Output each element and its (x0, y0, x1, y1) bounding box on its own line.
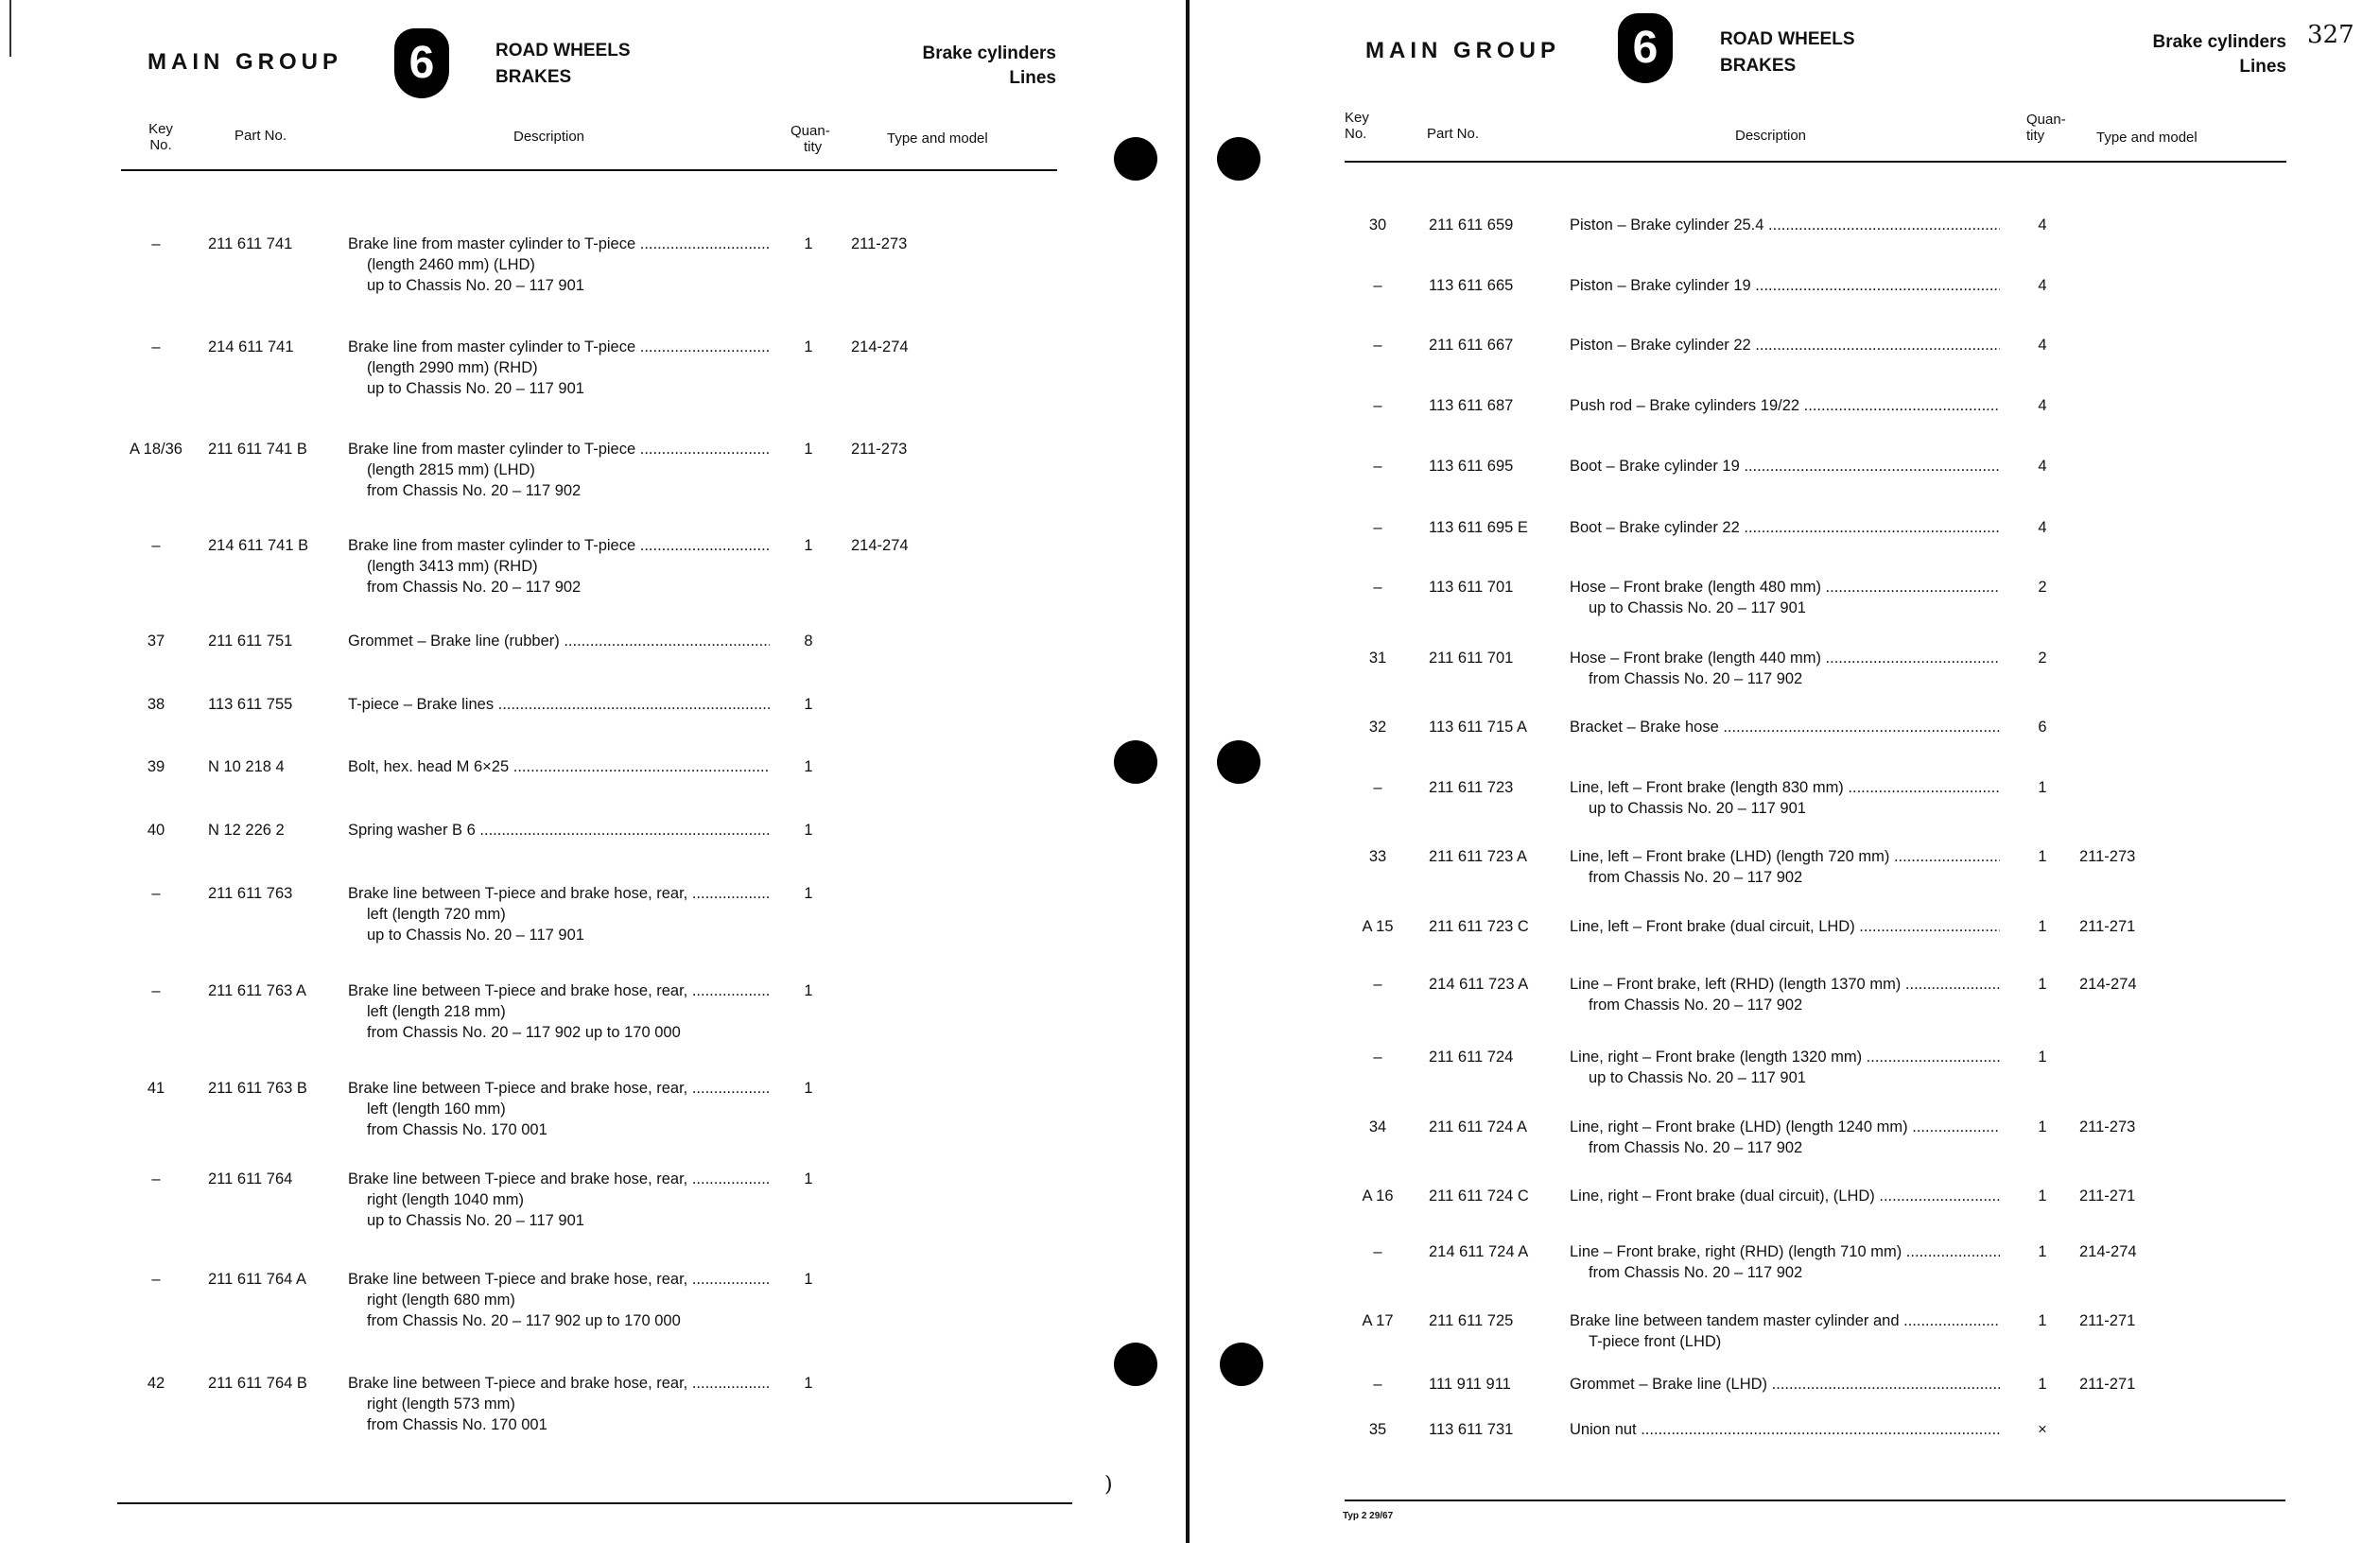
row-key-number: – (151, 982, 161, 999)
description-line: from Chassis No. 20 – 117 902 (1589, 670, 1803, 687)
description-line: Brake line from master cylinder to T-piece ..... (348, 337, 770, 357)
row-description (1570, 1241, 2000, 1283)
row-key-number: 38 (147, 696, 165, 713)
row-type-model: 211-271 (2079, 1312, 2136, 1329)
row-quantity: 4 (2038, 277, 2047, 294)
row-part-number: 214 611 723 A (1429, 976, 1529, 993)
row-description (1570, 1047, 2000, 1088)
category-line-2: BRAKES (495, 67, 572, 87)
row-quantity: 1 (2038, 779, 2047, 796)
description-line: up to Chassis No. 20 – 117 901 (1589, 800, 1806, 817)
row-description (1570, 717, 2000, 737)
row-quantity: 6 (2038, 719, 2047, 736)
description-line: Brake line between T-piece and brake hose, rear, ..... (348, 980, 770, 1001)
row-quantity: 1 (2038, 1243, 2047, 1260)
description-line: left (length 218 mm) (367, 1003, 506, 1020)
right-page (1193, 0, 2380, 1543)
row-description (348, 631, 770, 651)
description-line: from Chassis No. 170 001 (367, 1121, 547, 1138)
row-key-number: – (151, 1170, 161, 1188)
page-gutter (1186, 0, 1190, 1543)
row-quantity: 1 (2038, 976, 2047, 993)
row-part-number: 211 611 763 (208, 885, 293, 902)
row-part-number: 211 611 764 (208, 1170, 293, 1188)
row-quantity: 1 (2038, 918, 2047, 935)
row-quantity: 1 (804, 822, 813, 839)
row-description (348, 1373, 770, 1435)
footer-rule (117, 1502, 1072, 1504)
row-part-number: N 10 218 4 (208, 758, 285, 775)
row-description (348, 337, 770, 399)
row-key-number: 37 (147, 633, 165, 650)
description-line: Union nut ..... (1570, 1419, 2000, 1440)
page-number: 327 (2307, 21, 2354, 49)
description-line: up to Chassis No. 20 – 117 901 (1589, 599, 1806, 616)
row-part-number: 113 611 755 (208, 696, 293, 713)
description-line: Boot – Brake cylinder 19 ..... (1570, 456, 2000, 477)
description-line: up to Chassis No. 20 – 117 901 (367, 927, 584, 944)
row-type-model: 214-274 (2079, 976, 2137, 993)
row-quantity: 1 (2038, 1118, 2047, 1136)
description-line: Brake line from master cylinder to T-piece ..... (348, 535, 770, 556)
section-subtitle (832, 42, 1056, 91)
col-key: Key No. (1345, 110, 1369, 142)
row-description (1570, 648, 2000, 689)
row-quantity: 1 (804, 338, 813, 355)
category-line-1: ROAD WHEELS (1720, 29, 1855, 49)
left-page (0, 0, 1187, 1543)
row-quantity: 1 (2038, 1188, 2047, 1205)
description-line: (length 2460 mm) (LHD) (367, 256, 535, 273)
row-description (348, 1169, 770, 1231)
description-line: up to Chassis No. 20 – 117 901 (1589, 1069, 1806, 1086)
description-line: from Chassis No. 20 – 117 902 (1589, 1264, 1803, 1281)
row-part-number: 113 611 731 (1429, 1421, 1514, 1438)
row-description (1570, 1117, 2000, 1158)
description-line: up to Chassis No. 20 – 117 901 (367, 277, 584, 294)
row-type-model: 211-273 (851, 235, 908, 252)
category-line-2: BRAKES (1720, 56, 1797, 76)
row-type-model: 211-271 (2079, 1188, 2136, 1205)
row-key-number: A 18/36 (130, 441, 182, 458)
row-type-model: 214-274 (851, 537, 909, 554)
col-description: Description (1735, 128, 1807, 144)
category-title (1720, 26, 1855, 79)
row-key-number: – (1373, 458, 1382, 475)
row-key-number: – (1373, 976, 1382, 993)
row-type-model: 211-273 (2079, 1118, 2136, 1136)
row-key-number: – (151, 338, 161, 355)
row-quantity: 1 (804, 1080, 813, 1097)
description-line: Hose – Front brake (length 440 mm) ..... (1570, 648, 2000, 668)
main-group-title: MAIN GROUP (1365, 38, 1560, 63)
row-quantity: × (2038, 1421, 2047, 1438)
row-description (1570, 395, 2000, 416)
row-description (348, 535, 770, 598)
row-part-number: 211 611 764 A (208, 1271, 306, 1288)
description-line: left (length 160 mm) (367, 1101, 506, 1118)
section-subtitle (2139, 30, 2286, 79)
row-quantity: 1 (804, 1375, 813, 1392)
row-description (1570, 1419, 2000, 1440)
col-part: Part No. (1427, 126, 1480, 142)
row-description (1570, 974, 2000, 1015)
description-line: from Chassis No. 170 001 (367, 1416, 547, 1433)
row-part-number: 211 611 724 (1429, 1049, 1514, 1066)
description-line: up to Chassis No. 20 – 117 901 (367, 380, 584, 397)
description-line: Line, right – Front brake (length 1320 mm) ..... (1570, 1047, 2000, 1067)
col-quantity: Quan- tity (2026, 112, 2066, 144)
row-key-number: – (1373, 519, 1382, 536)
description-line: right (length 1040 mm) (367, 1191, 524, 1208)
row-key-number: – (151, 1271, 161, 1288)
row-part-number: 211 611 741 B (208, 441, 307, 458)
row-description (348, 820, 770, 841)
row-quantity: 4 (2038, 337, 2047, 354)
row-description (1570, 1374, 2000, 1395)
description-line: right (length 680 mm) (367, 1292, 515, 1309)
row-part-number: 113 611 687 (1429, 397, 1514, 414)
row-description (1570, 275, 2000, 296)
row-key-number: A 15 (1362, 918, 1394, 935)
row-description (1570, 1186, 2000, 1206)
description-line: from Chassis No. 20 – 117 902 (1589, 997, 1803, 1014)
row-key-number: 41 (147, 1080, 165, 1097)
row-key-number: 34 (1368, 1118, 1387, 1136)
description-line: Brake line between T-piece and brake hose, rear, ..... (348, 1078, 770, 1099)
row-quantity: 4 (2038, 397, 2047, 414)
description-line: Bolt, hex. head M 6×25 ..... (348, 756, 770, 777)
col-type: Type and model (2096, 130, 2198, 146)
row-description (1570, 456, 2000, 477)
description-line: Line – Front brake, right (RHD) (length 710 mm) ..... (1570, 1241, 2000, 1262)
row-description (348, 694, 770, 715)
row-type-model: 214-274 (851, 338, 909, 355)
group-number-badge: 6 (1618, 13, 1673, 83)
row-key-number: – (1373, 1049, 1382, 1066)
col-part: Part No. (235, 128, 287, 144)
row-key-number: – (151, 537, 161, 554)
description-line: Brake line between tandem master cylinder and ..... (1570, 1310, 2000, 1331)
row-quantity: 1 (804, 441, 813, 458)
row-part-number: 211 611 723 A (1429, 848, 1527, 865)
row-part-number: 113 611 665 (1429, 277, 1514, 294)
row-quantity: 4 (2038, 519, 2047, 536)
row-description (1570, 1310, 2000, 1352)
row-quantity: 4 (2038, 217, 2047, 234)
row-quantity: 2 (2038, 579, 2047, 596)
row-type-model: 211-271 (2079, 1376, 2136, 1393)
row-part-number: 113 611 695 (1429, 458, 1514, 475)
row-part-number: 211 611 723 (1429, 779, 1514, 796)
row-key-number: – (1373, 1376, 1382, 1393)
group-number-badge: 6 (394, 28, 449, 98)
row-description (348, 883, 770, 945)
registration-mark (9, 0, 11, 57)
row-description (348, 756, 770, 777)
col-description: Description (513, 129, 585, 145)
row-key-number: 39 (147, 758, 165, 775)
description-line: Brake line between T-piece and brake hose, rear, ..... (348, 1373, 770, 1394)
description-line: Spring washer B 6 ..... (348, 820, 770, 841)
row-key-number: 30 (1368, 217, 1387, 234)
row-type-model: 211-273 (2079, 848, 2136, 865)
row-type-model: 211-273 (851, 441, 908, 458)
row-part-number: 211 611 724 C (1429, 1188, 1529, 1205)
description-line: Brake line between T-piece and brake hose, rear, ..... (348, 883, 770, 904)
col-quantity: Quan- tity (790, 123, 830, 155)
description-line: (length 2815 mm) (LHD) (367, 461, 535, 478)
punch-hole (1114, 137, 1157, 181)
punch-hole (1220, 1343, 1263, 1386)
row-quantity: 1 (2038, 1376, 2047, 1393)
punch-hole (1217, 740, 1260, 784)
row-key-number: 42 (147, 1375, 165, 1392)
row-description (1570, 517, 2000, 538)
row-key-number: – (1373, 397, 1382, 414)
description-line: up to Chassis No. 20 – 117 901 (367, 1212, 584, 1229)
row-description (1570, 846, 2000, 888)
row-part-number: 113 611 701 (1429, 579, 1514, 596)
row-key-number: 32 (1368, 719, 1387, 736)
row-description (348, 234, 770, 296)
row-quantity: 1 (804, 885, 813, 902)
row-part-number: 113 611 695 E (1429, 519, 1528, 536)
row-key-number: – (151, 235, 161, 252)
row-quantity: 1 (804, 1271, 813, 1288)
row-description (1570, 777, 2000, 819)
row-description (348, 1078, 770, 1140)
row-part-number: 211 611 751 (208, 633, 293, 650)
row-type-model: 211-271 (2079, 918, 2136, 935)
row-part-number: 113 611 715 A (1429, 719, 1527, 736)
row-part-number: 214 611 741 B (208, 537, 309, 554)
description-line: Line, right – Front brake (dual circuit), (LHD) ..... (1570, 1186, 2000, 1206)
row-part-number: 214 611 724 A (1429, 1243, 1529, 1260)
row-part-number: 211 611 723 C (1429, 918, 1529, 935)
subtitle-line-2: Lines (1009, 68, 1056, 88)
row-description (1570, 335, 2000, 355)
description-line: from Chassis No. 20 – 117 902 (367, 579, 582, 596)
row-key-number: 35 (1368, 1421, 1387, 1438)
description-line: Piston – Brake cylinder 22 ..... (1570, 335, 2000, 355)
row-part-number: 211 611 701 (1429, 650, 1514, 667)
row-part-number: 211 611 763 B (208, 1080, 307, 1097)
row-key-number: A 17 (1362, 1312, 1394, 1329)
category-title (495, 38, 631, 91)
row-description (348, 980, 770, 1043)
subtitle-line-2: Lines (2239, 57, 2286, 77)
category-line-1: ROAD WHEELS (495, 41, 631, 61)
row-description (1570, 916, 2000, 937)
description-line: Line, left – Front brake (dual circuit, LHD) ..... (1570, 916, 2000, 937)
row-description (1570, 215, 2000, 235)
row-part-number: N 12 226 2 (208, 822, 285, 839)
row-part-number: 211 611 725 (1429, 1312, 1514, 1329)
row-quantity: 1 (804, 1170, 813, 1188)
header-rule (121, 169, 1057, 171)
footer-rule (1345, 1500, 2285, 1501)
description-line: T-piece – Brake lines ..... (348, 694, 770, 715)
description-line: Brake line from master cylinder to T-piece ..... (348, 439, 770, 459)
row-quantity: 1 (2038, 848, 2047, 865)
description-line: Line, right – Front brake (LHD) (length 1240 mm) ..... (1570, 1117, 2000, 1137)
description-line: Boot – Brake cylinder 22 ..... (1570, 517, 2000, 538)
description-line: from Chassis No. 20 – 117 902 (1589, 869, 1803, 886)
row-description (1570, 577, 2000, 618)
punch-hole (1114, 740, 1157, 784)
header-rule (1345, 161, 2286, 163)
row-key-number: – (1373, 277, 1382, 294)
description-line: from Chassis No. 20 – 117 902 up to 170 000 (367, 1312, 681, 1329)
row-quantity: 1 (804, 696, 813, 713)
row-quantity: 4 (2038, 458, 2047, 475)
subtitle-line-1: Brake cylinders (2152, 32, 2286, 52)
description-line: Brake line between T-piece and brake hose, rear, ..... (348, 1269, 770, 1290)
footer-code: Typ 2 29/67 (1343, 1511, 1394, 1521)
description-line: Push rod – Brake cylinders 19/22 ..... (1570, 395, 2000, 416)
row-key-number: – (1373, 779, 1382, 796)
row-part-number: 214 611 741 (208, 338, 294, 355)
row-part-number: 211 611 764 B (208, 1375, 307, 1392)
row-key-number: 31 (1368, 650, 1387, 667)
description-line: Grommet – Brake line (LHD) ..... (1570, 1374, 2000, 1395)
margin-mark: ) (1104, 1473, 1113, 1497)
row-key-number: 40 (147, 822, 165, 839)
description-line: (length 3413 mm) (RHD) (367, 558, 538, 575)
col-key: Key No. (148, 121, 173, 153)
row-part-number: 211 611 724 A (1429, 1118, 1527, 1136)
row-key-number: – (1373, 1243, 1382, 1260)
row-part-number: 111 911 911 (1429, 1376, 1511, 1393)
description-line: Line – Front brake, left (RHD) (length 1370 mm) ..... (1570, 974, 2000, 995)
row-quantity: 1 (804, 758, 813, 775)
row-key-number: – (1373, 337, 1382, 354)
description-line: (length 2990 mm) (RHD) (367, 359, 538, 376)
row-quantity: 8 (804, 633, 813, 650)
row-part-number: 211 611 667 (1429, 337, 1514, 354)
row-quantity: 2 (2038, 650, 2047, 667)
row-part-number: 211 611 763 A (208, 982, 306, 999)
row-description (348, 439, 770, 501)
description-line: Grommet – Brake line (rubber) ..... (348, 631, 770, 651)
description-line: Brake line from master cylinder to T-piece ..... (348, 234, 770, 254)
row-quantity: 1 (804, 235, 813, 252)
description-line: from Chassis No. 20 – 117 902 (367, 482, 582, 499)
punch-hole (1114, 1343, 1157, 1386)
row-quantity: 1 (804, 537, 813, 554)
description-line: Piston – Brake cylinder 19 ..... (1570, 275, 2000, 296)
description-line: Line, left – Front brake (LHD) (length 720 mm) ..... (1570, 846, 2000, 867)
row-key-number: – (1373, 579, 1382, 596)
row-quantity: 1 (2038, 1049, 2047, 1066)
description-line: Hose – Front brake (length 480 mm) ..... (1570, 577, 2000, 598)
row-quantity: 1 (2038, 1312, 2047, 1329)
description-line: Piston – Brake cylinder 25.4 ..... (1570, 215, 2000, 235)
description-line: left (length 720 mm) (367, 906, 506, 923)
row-part-number: 211 611 659 (1429, 217, 1514, 234)
main-group-title: MAIN GROUP (148, 49, 342, 75)
row-key-number: – (151, 885, 161, 902)
col-type: Type and model (887, 130, 988, 147)
row-key-number: A 16 (1362, 1188, 1394, 1205)
description-line: Bracket – Brake hose ..... (1570, 717, 2000, 737)
row-description (348, 1269, 770, 1331)
row-key-number: 33 (1368, 848, 1387, 865)
row-type-model: 214-274 (2079, 1243, 2137, 1260)
description-line: Brake line between T-piece and brake hose, rear, ..... (348, 1169, 770, 1189)
description-line: T-piece front (LHD) (1589, 1333, 1722, 1350)
description-line: from Chassis No. 20 – 117 902 (1589, 1139, 1803, 1156)
description-line: from Chassis No. 20 – 117 902 up to 170 000 (367, 1024, 681, 1041)
row-part-number: 211 611 741 (208, 235, 293, 252)
punch-hole (1217, 137, 1260, 181)
row-quantity: 1 (804, 982, 813, 999)
subtitle-line-1: Brake cylinders (922, 43, 1056, 63)
description-line: right (length 573 mm) (367, 1396, 515, 1413)
description-line: Line, left – Front brake (length 830 mm) ..... (1570, 777, 2000, 798)
